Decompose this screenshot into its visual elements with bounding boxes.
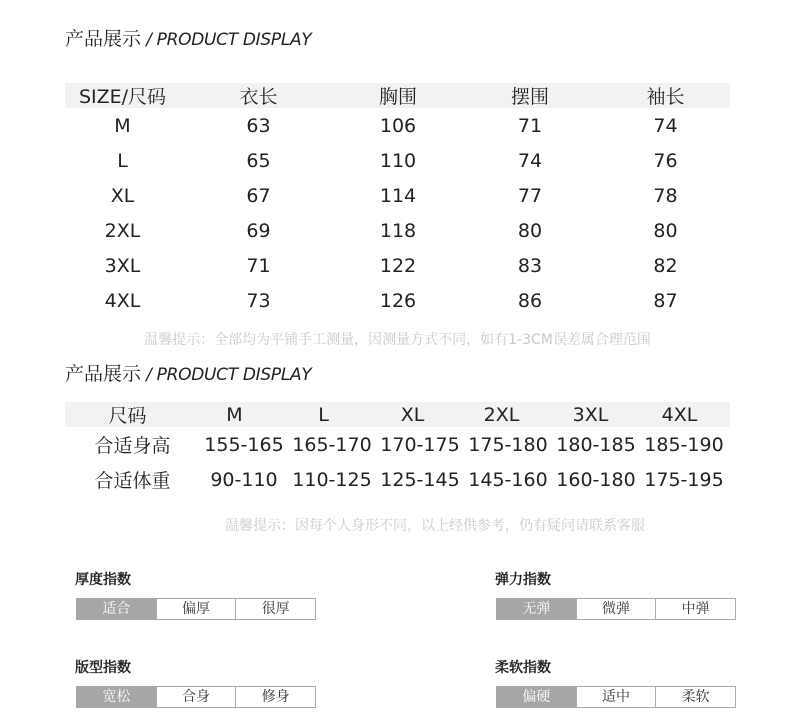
index-option: 无弹: [496, 598, 577, 620]
table-cell: 145-160: [468, 468, 548, 491]
header-cell: 衣长: [239, 86, 278, 108]
table-cell: 2XL: [104, 219, 141, 242]
header-cell: SIZE/尺码: [78, 86, 167, 108]
header-cell: L: [318, 403, 329, 426]
table-cell: 86: [517, 289, 543, 312]
table-cell: 65: [246, 149, 271, 172]
table-row: [65, 462, 730, 497]
section2-title: [65, 359, 311, 386]
index-option: 偏硬: [496, 686, 577, 708]
table-cell: 67: [246, 184, 271, 207]
table-cell: 78: [653, 184, 678, 207]
table-cell: XL: [110, 184, 135, 207]
header-cell: 4XL: [661, 403, 698, 426]
table-row: [65, 213, 730, 248]
table-cell: 82: [653, 254, 678, 277]
table-cell: 110: [379, 149, 417, 172]
table-cell: 77: [517, 184, 543, 207]
thickness-index-options: [76, 598, 316, 620]
header-cell: 胸围: [378, 86, 417, 108]
index-option: 适合: [76, 598, 157, 620]
fit-type-index-options: [76, 686, 316, 708]
table-row: [65, 108, 730, 143]
header-cell: M: [226, 403, 243, 426]
index-option: 宽松: [76, 686, 157, 708]
size-table-header: [65, 83, 730, 108]
elasticity-index-options: [496, 598, 736, 620]
table-cell: 87: [653, 289, 678, 312]
table-cell: 合适身高: [94, 435, 171, 457]
header-cell: 尺码: [108, 405, 147, 427]
table-cell: 118: [379, 219, 417, 242]
elasticity-index-title: 弹力指数: [495, 572, 551, 588]
table-row: [65, 427, 730, 462]
table-cell: 4XL: [104, 289, 141, 312]
table-cell: 155-165: [204, 433, 284, 456]
table-cell: 175-195: [644, 468, 724, 491]
table-cell: 80: [653, 219, 678, 242]
header-cell: 摆围: [510, 86, 549, 108]
table-cell: 73: [246, 289, 271, 312]
fit-type-index-title: 版型指数: [75, 660, 131, 676]
table-cell: 69: [246, 219, 271, 242]
table-cell: 114: [379, 184, 417, 207]
table-row: [65, 248, 730, 283]
table-cell: 185-190: [644, 433, 724, 456]
index-option: 中弹: [656, 598, 736, 620]
section2-title-cn: 产品展示: [65, 363, 142, 385]
thickness-index-title: 厚度指数: [75, 572, 131, 588]
header-cell: XL: [400, 403, 425, 426]
table-cell: 74: [517, 149, 543, 172]
table-cell: 165-170: [292, 433, 372, 456]
table-cell: 80: [517, 219, 543, 242]
fit-note: 温馨提示：因每个人身形不同，以上经供参考，仍有疑问请联系客服: [225, 518, 645, 534]
section2-title-en: / PRODUCT DISPLAY: [141, 365, 312, 385]
table-cell: 126: [379, 289, 417, 312]
softness-index-options: [496, 686, 736, 708]
table-cell: 76: [653, 149, 678, 172]
softness-index-title: 柔软指数: [495, 660, 551, 676]
table-cell: 160-180: [556, 468, 636, 491]
table-cell: 74: [653, 114, 678, 137]
table-cell: 90-110: [210, 468, 278, 491]
table-cell: 106: [379, 114, 417, 137]
fit-table-header: [65, 402, 730, 427]
table-cell: M: [114, 114, 131, 137]
table-cell: 合适体重: [94, 470, 171, 492]
index-option: 合身: [157, 686, 237, 708]
table-cell: 170-175: [380, 433, 460, 456]
fit-table: [65, 402, 730, 497]
section1-title-en: / PRODUCT DISPLAY: [141, 30, 312, 50]
table-row: [65, 143, 730, 178]
table-cell: 63: [246, 114, 271, 137]
section1-title: [65, 24, 311, 51]
header-cell: 袖长: [646, 86, 685, 108]
index-option: 微弹: [577, 598, 657, 620]
table-cell: 125-145: [380, 468, 460, 491]
index-option: 偏厚: [157, 598, 237, 620]
table-cell: 122: [379, 254, 417, 277]
index-option: 适中: [577, 686, 657, 708]
table-cell: L: [117, 149, 128, 172]
size-table: [65, 83, 730, 318]
table-cell: 110-125: [292, 468, 372, 491]
table-row: [65, 178, 730, 213]
index-option: 柔软: [656, 686, 736, 708]
index-option: 很厚: [236, 598, 316, 620]
table-cell: 3XL: [104, 254, 141, 277]
header-cell: 2XL: [483, 403, 520, 426]
section1-title-cn: 产品展示: [65, 28, 142, 50]
table-cell: 83: [517, 254, 543, 277]
index-option: 修身: [236, 686, 316, 708]
table-cell: 175-180: [468, 433, 548, 456]
measurement-note: 温馨提示：全部均为平铺手工测量，因测量方式不同，如有1-3CM误差属合理范围: [144, 332, 651, 348]
table-cell: 71: [246, 254, 271, 277]
table-row: [65, 283, 730, 318]
table-cell: 71: [517, 114, 543, 137]
header-cell: 3XL: [572, 403, 609, 426]
table-cell: 180-185: [556, 433, 636, 456]
